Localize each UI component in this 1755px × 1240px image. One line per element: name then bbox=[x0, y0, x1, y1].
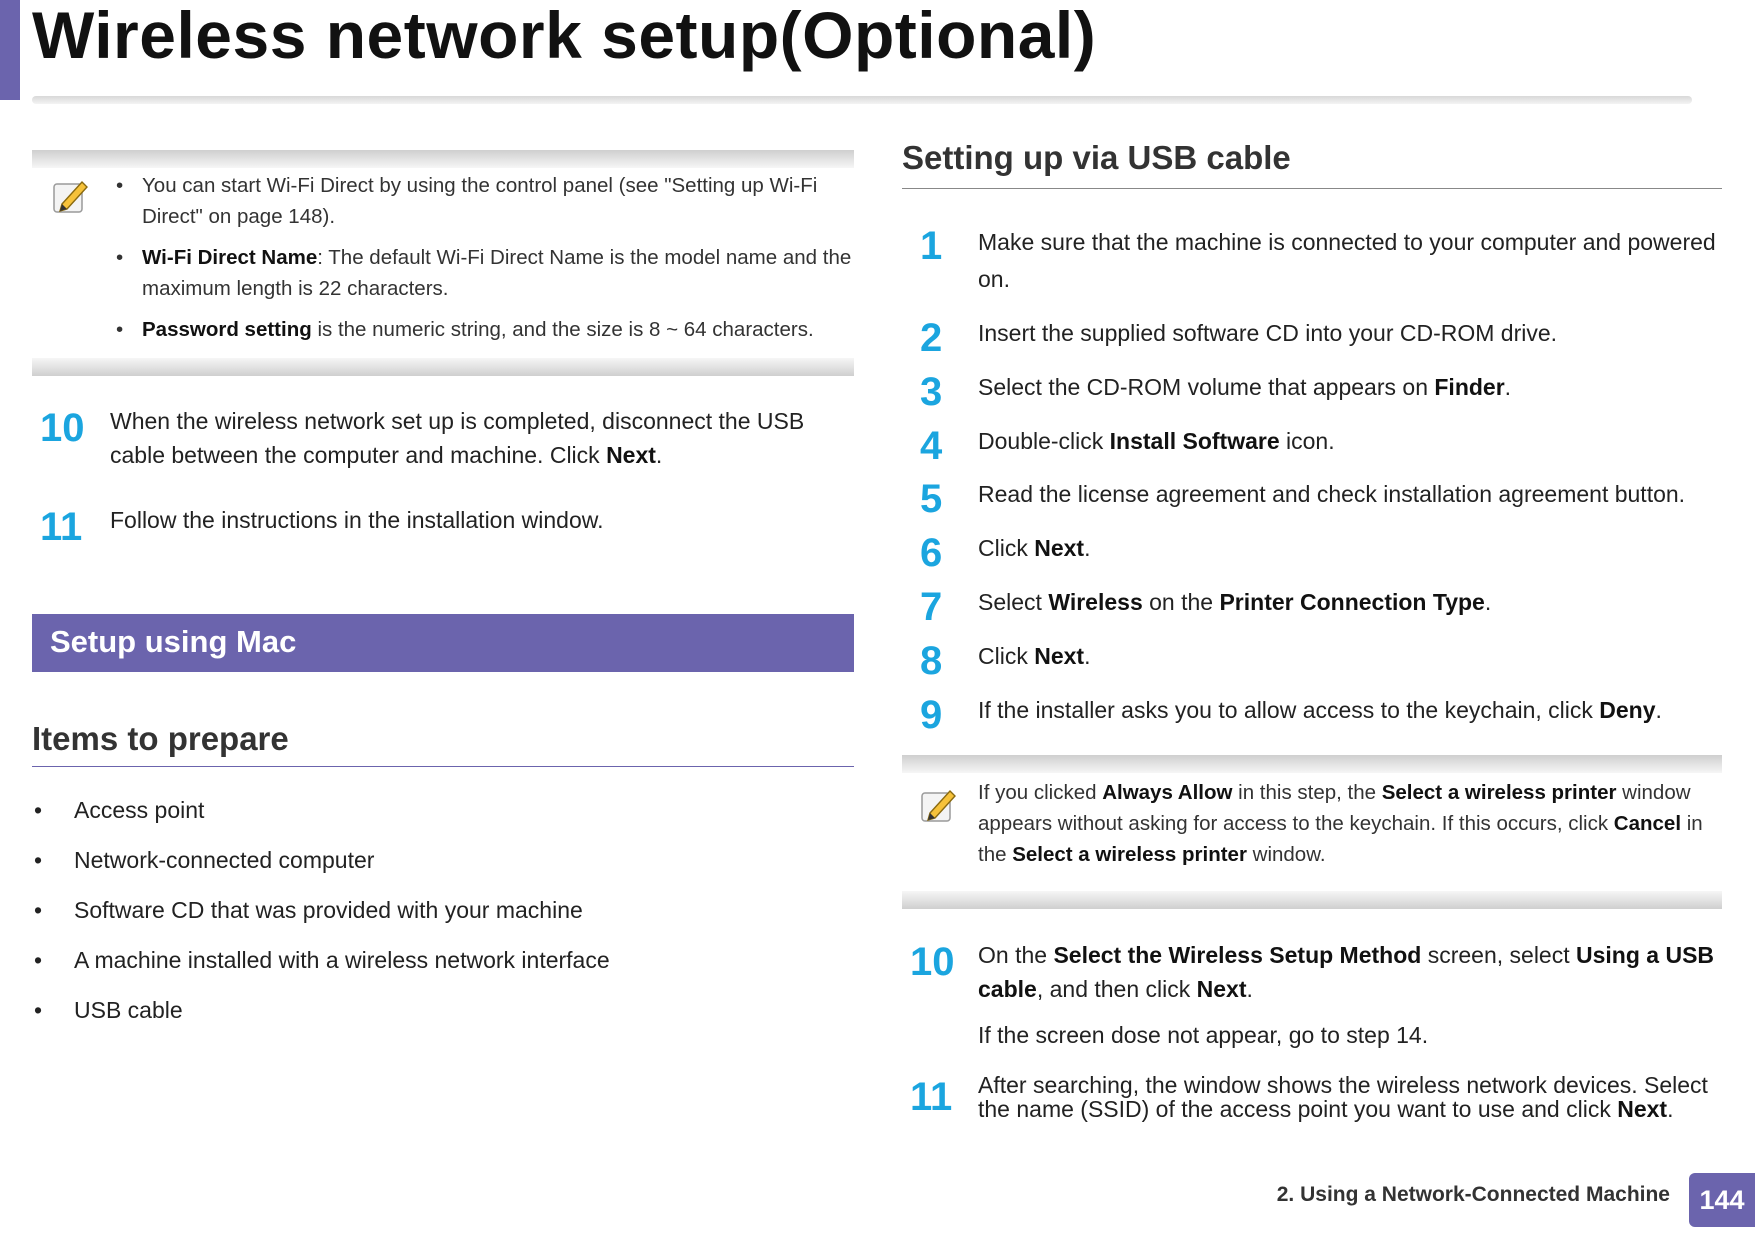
usb-step-8 bbox=[902, 639, 1722, 683]
note-item bbox=[112, 314, 852, 345]
usb-step-9 bbox=[902, 693, 1722, 737]
section-banner bbox=[32, 614, 854, 672]
note-box-left bbox=[32, 150, 854, 376]
note-item-text: : The default Wi-Fi Direct Name is the model name and the maximum length is 22 characters. bbox=[142, 246, 852, 300]
step-text: Insert the supplied software CD into your CD-ROM drive. bbox=[978, 320, 1558, 346]
list-item: • Software CD that was provided with your machine bbox=[32, 893, 854, 927]
step-number: 10 bbox=[40, 406, 85, 450]
note-top-bar bbox=[902, 755, 1722, 773]
note-text: If you clicked Always Allow in this step, the Select a wireless printer window appears without asking for access to the keychain. If this occurs, click Cancel in the Select a wireless printer window. bbox=[978, 781, 1703, 866]
usb-heading-rule bbox=[902, 188, 1722, 189]
note-box-right bbox=[902, 755, 1722, 909]
list-item: • USB cable bbox=[32, 993, 854, 1027]
step-extra-text: If the screen dose not appear, go to step 14. bbox=[978, 1022, 1429, 1048]
step-text: Read the license agreement and check installation agreement button. bbox=[978, 481, 1686, 507]
step-number: 7 bbox=[920, 585, 943, 629]
note-item bbox=[112, 242, 852, 304]
step-text bbox=[110, 404, 845, 472]
usb-step-11 bbox=[902, 1073, 1722, 1121]
usb-step-6 bbox=[902, 531, 1722, 575]
title-accent-bar bbox=[0, 0, 20, 100]
section-banner-label: Setup using Mac bbox=[50, 624, 297, 659]
step-text-bold: Next bbox=[606, 442, 656, 468]
usb-step-10 bbox=[902, 938, 1722, 1052]
step-number: 2 bbox=[920, 316, 943, 360]
list-item: • Access point bbox=[32, 793, 854, 827]
note-top-bar bbox=[32, 150, 854, 168]
step-text: Make sure that the machine is connected to your computer and powered on. bbox=[978, 229, 1716, 292]
step-text: Follow the instructions in the installation window. bbox=[110, 507, 604, 533]
note-list bbox=[112, 170, 852, 355]
usb-step-5 bbox=[902, 477, 1722, 521]
note-bottom-bar bbox=[32, 358, 854, 376]
usb-step-4 bbox=[902, 424, 1722, 468]
pencil-note-icon bbox=[916, 783, 960, 827]
step-text: After searching, the window shows the wireless network devices. Select the name (SSID) of the access point you want to use and click Next. bbox=[978, 1072, 1708, 1122]
usb-step-1 bbox=[902, 224, 1722, 294]
page-number: 144 bbox=[1699, 1185, 1745, 1215]
usb-step-7 bbox=[902, 585, 1722, 629]
step-text: Select the CD-ROM volume that appears on Finder. bbox=[978, 374, 1512, 400]
step-number: 4 bbox=[920, 424, 943, 468]
usb-step-3 bbox=[902, 370, 1722, 414]
list-item: • Network-connected computer bbox=[32, 843, 854, 877]
step-10-left bbox=[32, 404, 854, 474]
note-item-text: You can start Wi-Fi Direct by using the control panel (see "Setting up Wi-Fi Direct" on page 148). bbox=[142, 174, 818, 228]
note-item-text: is the numeric string, and the size is 8 ~ 64 characters. bbox=[311, 318, 814, 341]
step-number: 11 bbox=[910, 1075, 953, 1119]
step-text-part: . bbox=[655, 442, 663, 468]
step-number: 9 bbox=[920, 693, 943, 737]
items-list bbox=[32, 793, 854, 1043]
step-text: If the installer asks you to allow access to the keychain, click Deny. bbox=[978, 697, 1662, 723]
step-11-left bbox=[32, 503, 854, 549]
note-bottom-bar bbox=[902, 891, 1722, 909]
step-text: Click Next. bbox=[978, 535, 1091, 561]
step-number: 6 bbox=[920, 531, 943, 575]
page-title: Wireless network setup(Optional) bbox=[32, 0, 1097, 72]
step-number: 10 bbox=[910, 940, 955, 984]
list-item: • A machine installed with a wireless network interface bbox=[32, 943, 854, 977]
pencil-note-icon bbox=[48, 174, 92, 218]
step-text-part: When the wireless network set up is completed, disconnect the USB cable between the computer and machine. Click bbox=[110, 408, 805, 468]
step-number: 3 bbox=[920, 370, 943, 414]
items-heading: Items to prepare bbox=[32, 720, 289, 757]
page-number-badge bbox=[1689, 1173, 1755, 1227]
note-item-bold: Wi-Fi Direct Name bbox=[142, 246, 318, 269]
step-number: 5 bbox=[920, 477, 943, 521]
step-number: 1 bbox=[920, 224, 943, 268]
usb-step-2 bbox=[902, 316, 1722, 360]
step-text: Double-click Install Software icon. bbox=[978, 428, 1335, 454]
step-text: Select Wireless on the Printer Connection Type. bbox=[978, 589, 1492, 615]
step-number: 8 bbox=[920, 639, 943, 683]
step-text: On the Select the Wireless Setup Method screen, select Using a USB cable, and then click Next. bbox=[978, 942, 1715, 1002]
footer-chapter-label: 2. Using a Network-Connected Machine bbox=[1276, 1183, 1670, 1206]
note-item bbox=[112, 170, 852, 232]
usb-heading: Setting up via USB cable bbox=[902, 139, 1291, 176]
note-item-bold: Password setting bbox=[142, 318, 312, 341]
items-heading-rule bbox=[32, 766, 854, 767]
step-text: Click Next. bbox=[978, 643, 1091, 669]
step-number: 11 bbox=[40, 505, 83, 549]
title-underline bbox=[32, 96, 1692, 104]
